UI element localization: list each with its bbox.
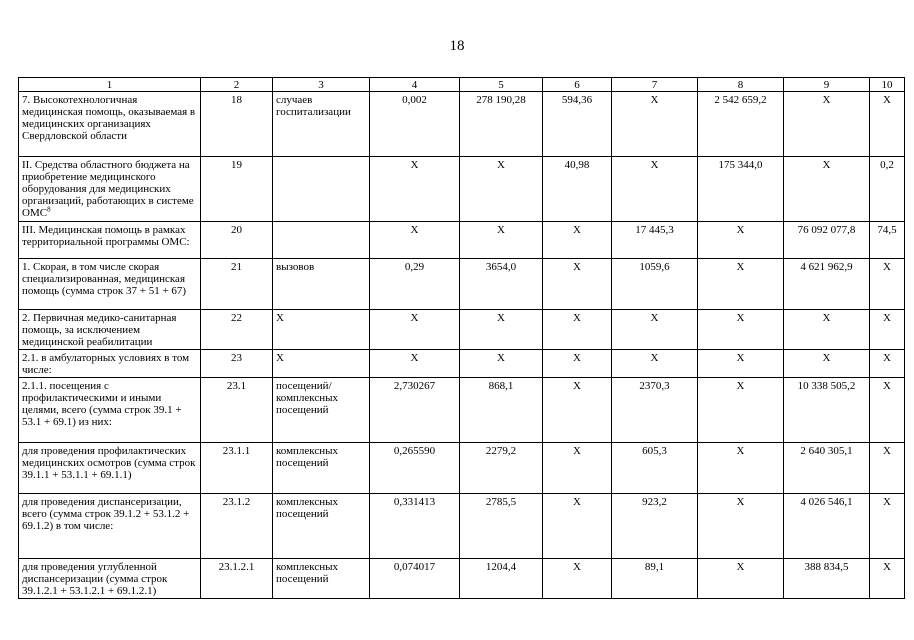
- unit-cell: комплексных посещений: [273, 494, 370, 559]
- value-cell: 605,3: [612, 443, 698, 494]
- value-cell: 388 834,5: [784, 559, 870, 599]
- value-cell: 74,5: [870, 222, 905, 259]
- value-cell: 89,1: [612, 559, 698, 599]
- row-number: 21: [201, 259, 273, 310]
- row-number: 19: [201, 157, 273, 222]
- footnote-mark: 8: [47, 205, 51, 214]
- row-title: 2.1.1. посещения с профилактическими и иными целями, всего (сумма строк 39.1 + 53.1 + 69.1) из них:: [19, 378, 201, 443]
- table-row: [19, 494, 905, 559]
- value-cell: Х: [784, 157, 870, 222]
- row-number: 23.1: [201, 378, 273, 443]
- value-cell: Х: [698, 443, 784, 494]
- unit-cell: вызовов: [273, 259, 370, 310]
- value-cell: 1059,6: [612, 259, 698, 310]
- col-header: 2: [201, 78, 273, 92]
- value-cell: Х: [460, 310, 543, 350]
- value-cell: Х: [460, 222, 543, 259]
- row-number: 23.1.1: [201, 443, 273, 494]
- col-header: 3: [273, 78, 370, 92]
- value-cell: 17 445,3: [612, 222, 698, 259]
- value-cell: Х: [870, 443, 905, 494]
- value-cell: 0,29: [370, 259, 460, 310]
- value-cell: 2,730267: [370, 378, 460, 443]
- value-cell: Х: [460, 157, 543, 222]
- value-cell: Х: [698, 350, 784, 378]
- row-number: 23.1.2.1: [201, 559, 273, 599]
- unit-cell: посещений/ комплексных посещений: [273, 378, 370, 443]
- value-cell: Х: [698, 310, 784, 350]
- value-cell: Х: [543, 559, 612, 599]
- table-row: [19, 350, 905, 378]
- value-cell: Х: [543, 310, 612, 350]
- value-cell: 594,36: [543, 92, 612, 157]
- value-cell: Х: [543, 378, 612, 443]
- value-cell: 2 542 659,2: [698, 92, 784, 157]
- value-cell: 76 092 077,8: [784, 222, 870, 259]
- value-cell: Х: [784, 92, 870, 157]
- table-row: [19, 259, 905, 310]
- value-cell: Х: [870, 259, 905, 310]
- col-header: 1: [19, 78, 201, 92]
- value-cell: Х: [784, 350, 870, 378]
- value-cell: 2785,5: [460, 494, 543, 559]
- value-cell: Х: [460, 350, 543, 378]
- unit-cell: Х: [273, 310, 370, 350]
- col-header: 5: [460, 78, 543, 92]
- row-title: II. Средства областного бюджета на приобретение медицинского оборудования для медицинских организаций, работающих в системе ОМС: [22, 159, 194, 219]
- table-row: [19, 378, 905, 443]
- row-title: 2. Первичная медико-санитарная помощь, за исключением медицинской реабилитации: [19, 310, 201, 350]
- value-cell: Х: [698, 378, 784, 443]
- row-title-cell: [19, 157, 201, 222]
- table-row: [19, 559, 905, 599]
- value-cell: 0,265590: [370, 443, 460, 494]
- row-number: 22: [201, 310, 273, 350]
- value-cell: Х: [870, 494, 905, 559]
- value-cell: Х: [543, 259, 612, 310]
- value-cell: Х: [370, 350, 460, 378]
- col-header: 10: [870, 78, 905, 92]
- value-cell: 1204,4: [460, 559, 543, 599]
- table-row: [19, 443, 905, 494]
- col-header: 7: [612, 78, 698, 92]
- value-cell: 3654,0: [460, 259, 543, 310]
- value-cell: Х: [870, 378, 905, 443]
- row-number: 18: [201, 92, 273, 157]
- value-cell: Х: [698, 494, 784, 559]
- value-cell: 0,331413: [370, 494, 460, 559]
- value-cell: 4 621 962,9: [784, 259, 870, 310]
- value-cell: Х: [698, 259, 784, 310]
- value-cell: Х: [612, 92, 698, 157]
- value-cell: Х: [784, 310, 870, 350]
- row-title: 7. Высокотехнологичная медицинская помощь, оказываемая в медицинских организациях Свердловской области: [19, 92, 201, 157]
- header-row: [19, 78, 905, 92]
- row-title: для проведения диспансеризации, всего (сумма строк 39.1.2 + 53.1.2 + 69.1.2) в том числе:: [19, 494, 201, 559]
- value-cell: Х: [370, 222, 460, 259]
- row-number: 23: [201, 350, 273, 378]
- value-cell: Х: [370, 157, 460, 222]
- row-number: 23.1.2: [201, 494, 273, 559]
- unit-cell: [273, 222, 370, 259]
- value-cell: Х: [612, 350, 698, 378]
- value-cell: Х: [870, 310, 905, 350]
- value-cell: Х: [543, 494, 612, 559]
- value-cell: 0,2: [870, 157, 905, 222]
- row-number: 20: [201, 222, 273, 259]
- table-row: [19, 157, 905, 222]
- row-title: 2.1. в амбулаторных условиях в том числе:: [19, 350, 201, 378]
- value-cell: 278 190,28: [460, 92, 543, 157]
- table-row: [19, 92, 905, 157]
- value-cell: 40,98: [543, 157, 612, 222]
- data-table: [18, 77, 905, 599]
- value-cell: 868,1: [460, 378, 543, 443]
- value-cell: Х: [870, 92, 905, 157]
- value-cell: Х: [698, 559, 784, 599]
- value-cell: Х: [612, 310, 698, 350]
- table-row: [19, 222, 905, 259]
- value-cell: Х: [543, 350, 612, 378]
- unit-cell: комплексных посещений: [273, 559, 370, 599]
- value-cell: 2279,2: [460, 443, 543, 494]
- row-title: III. Медицинская помощь в рамках территориальной программы ОМС:: [19, 222, 201, 259]
- value-cell: 0,002: [370, 92, 460, 157]
- col-header: 4: [370, 78, 460, 92]
- value-cell: 2 640 305,1: [784, 443, 870, 494]
- value-cell: 4 026 546,1: [784, 494, 870, 559]
- row-title: 1. Скорая, в том числе скорая специализированная, медицинская помощь (сумма строк 37 + 51 + 67): [19, 259, 201, 310]
- unit-cell: [273, 157, 370, 222]
- table-row: [19, 310, 905, 350]
- row-title: для проведения профилактических медицинских осмотров (сумма строк 39.1.1 + 53.1.1 + 69.1.1): [19, 443, 201, 494]
- unit-cell: Х: [273, 350, 370, 378]
- value-cell: 10 338 505,2: [784, 378, 870, 443]
- value-cell: 2370,3: [612, 378, 698, 443]
- value-cell: Х: [370, 310, 460, 350]
- col-header: 8: [698, 78, 784, 92]
- value-cell: 175 344,0: [698, 157, 784, 222]
- value-cell: Х: [870, 559, 905, 599]
- value-cell: Х: [698, 222, 784, 259]
- col-header: 9: [784, 78, 870, 92]
- value-cell: Х: [612, 157, 698, 222]
- unit-cell: случаев госпитализации: [273, 92, 370, 157]
- value-cell: Х: [543, 222, 612, 259]
- value-cell: Х: [543, 443, 612, 494]
- page-number: 18: [449, 38, 465, 54]
- value-cell: 0,074017: [370, 559, 460, 599]
- value-cell: 923,2: [612, 494, 698, 559]
- value-cell: Х: [870, 350, 905, 378]
- unit-cell: комплексных посещений: [273, 443, 370, 494]
- col-header: 6: [543, 78, 612, 92]
- row-title: для проведения углубленной диспансеризации (сумма строк 39.1.2.1 + 53.1.2.1 + 69.1.2.1): [19, 559, 201, 599]
